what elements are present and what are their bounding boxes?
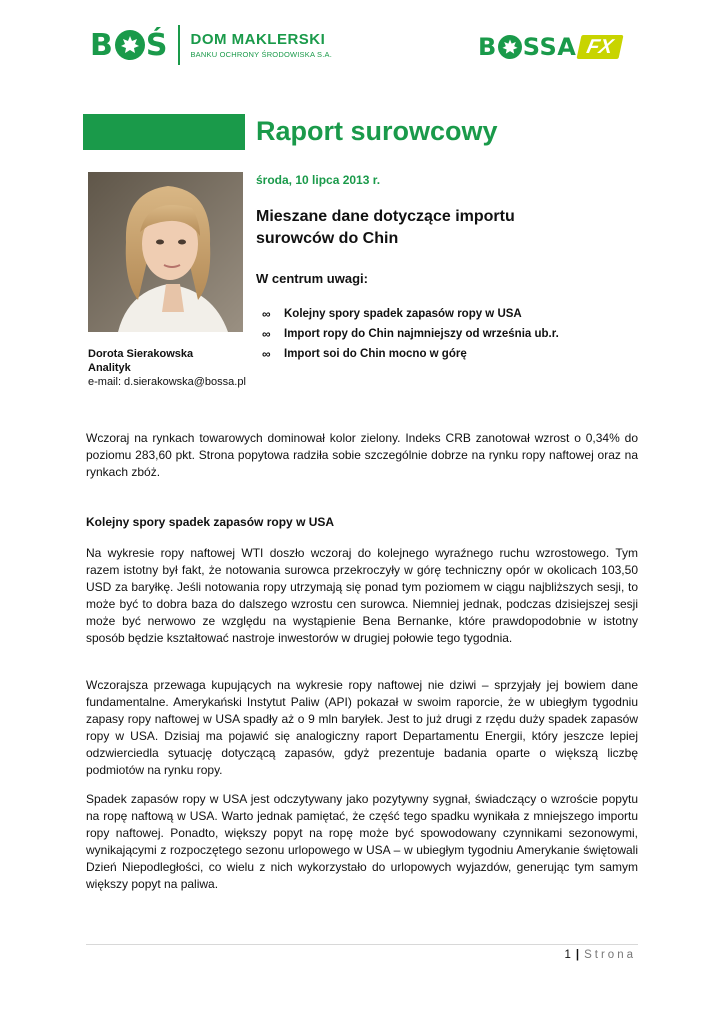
logo-divider xyxy=(178,25,180,65)
list-item xyxy=(262,344,559,364)
bossa-fx-logo xyxy=(478,32,621,62)
bullet-text: Import ropy do Chin najmniejszy od września ub.r. xyxy=(284,328,559,340)
focus-label: W centrum uwagi: xyxy=(256,271,368,286)
leaf-icon xyxy=(498,35,522,59)
bossa-letter-b: B xyxy=(478,33,497,61)
bos-wordmark xyxy=(90,28,168,63)
bossa-letters-ssa: SSA xyxy=(522,33,577,61)
fx-badge: FX xyxy=(577,35,624,59)
footer-divider xyxy=(86,944,638,945)
bullet-icon: ∞ xyxy=(262,347,271,361)
analyst-info xyxy=(88,347,246,389)
analyst-email: e-mail: d.sierakowska@bossa.pl xyxy=(88,376,246,388)
dm-text xyxy=(190,31,332,59)
report-title: Raport surowcowy xyxy=(256,116,498,146)
dm-subtitle: BANKU OCHRONY ŚRODOWISKA S.A. xyxy=(190,50,333,59)
bossa-wordmark xyxy=(478,33,576,61)
body-paragraph-1: Na wykresie ropy naftowej WTI doszło wczoraj do kolejnego wyraźnego ruchu wzrostowego. Tym razem istotny był fakt, że notowania surowca przekroczyły w górę techniczny opór w okolicach 103,50 USD za baryłkę. Jeśli notowania ropy utrzymają się ponad tym poziomem w ciągu najbliższych sesji, to może być to dobra baza do dalszego wzrostu cen surowca. Niemniej jednak, podczas dzisiejszej sesji może być nerwowo ze względu na wystąpienie Bena Bernanke, które prawdopodobnie w istotny sposób będzie kształtować nastroje inwestorów w drugiej połowie tego tygodnia. xyxy=(86,546,638,645)
bos-logo xyxy=(90,25,332,65)
bullet-icon: ∞ xyxy=(262,307,271,321)
list-item xyxy=(262,304,559,324)
footer-separator: | xyxy=(575,949,580,961)
list-item xyxy=(262,324,559,344)
leaf-icon xyxy=(115,30,145,60)
focus-bullets xyxy=(262,304,559,364)
body-paragraph-2: Wczorajsza przewaga kupujących na wykresie ropy naftowej nie dziwi – sprzyjały jej bowiem dane fundamentalne. Amerykański Instytut Paliw (API) pokazał w swoim raporcie, że w ubiegłym tygodniu zapasy ropy naftowej w USA spadły aż o 9 mln baryłek. Jest to już drugi z rzędu duży spadek zapasów ropy w USA. Dzisiaj ma pojawić się analogiczny raport Departamentu Energii, który jeszcze lepiej odzwierciedla sytuację dotyczącą zapasów, gdyż prezentuje badania oparte o większą liczbę podmiotów na rynku ropy. xyxy=(86,678,638,777)
page-footer xyxy=(564,949,636,961)
analyst-role: Analityk xyxy=(88,362,131,374)
analyst-photo xyxy=(88,172,243,332)
bos-letter-s: Ś xyxy=(145,27,169,63)
bullet-icon: ∞ xyxy=(262,327,271,341)
section-title: Kolejny spory spadek zapasów ropy w USA xyxy=(86,515,335,529)
title-band xyxy=(83,114,245,150)
analyst-name: Dorota Sierakowska xyxy=(88,348,194,360)
bos-letter-b: B xyxy=(90,27,114,63)
report-date: środa, 10 lipca 2013 r. xyxy=(256,173,381,187)
intro-paragraph: Wczoraj na rynkach towarowych dominował kolor zielony. Indeks CRB zanotował wzrost o 0,34% do poziomu 283,60 pkt. Strona popytowa radziła sobie szczególnie dobrze na rynku ropy naftowej oraz na rynkach zbóż. xyxy=(86,431,638,479)
page-label: Strona xyxy=(584,949,636,961)
bullet-text: Kolejny spory spadek zapasów ropy w USA xyxy=(284,308,522,320)
report-headline: Mieszane dane dotyczące importu surowców do Chin xyxy=(256,208,515,247)
dm-title: DOM MAKLERSKI xyxy=(190,31,326,48)
page-number: 1 xyxy=(564,949,571,961)
bullet-text: Import soi do Chin mocno w górę xyxy=(284,348,467,360)
body-paragraph-3: Spadek zapasów ropy w USA jest odczytywany jako pozytywny sygnał, świadczący o wzroście popytu na ropę naftową w USA. Warto jednak pamiętać, że część tego spadku wynikała z mniejszego importu ropy naftowej. Ponadto, większy popyt na ropę może być spowodowany czynnikami sezonowymi, wynikającymi z rozpoczętego sezonu urlopowego w USA – w ubiegłym tygodniu Amerykanie świętowali Dzień Niepodległości, co wielu z nich wykorzystało do urlopowych wyjazdów, generując tym samym większy popyt na paliwa. xyxy=(86,792,638,891)
